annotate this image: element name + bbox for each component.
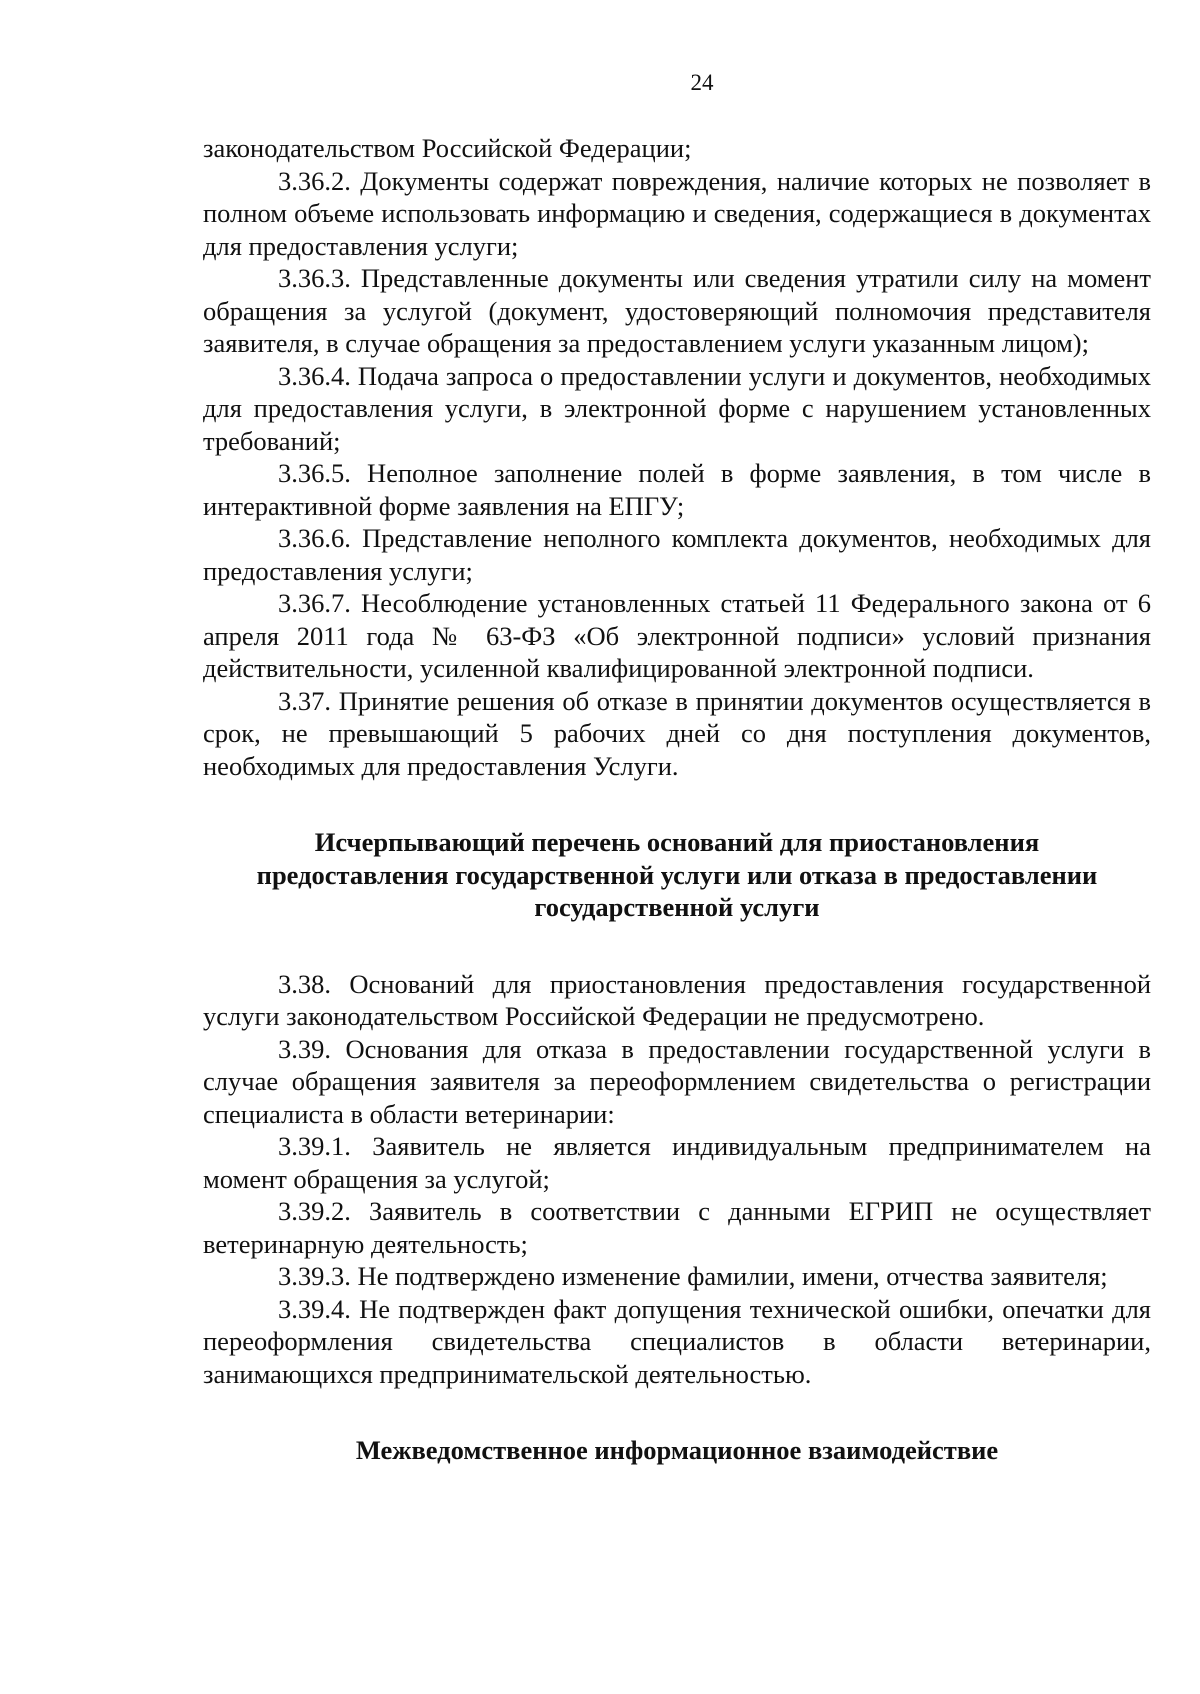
paragraph: законодательством Российской Федерации; xyxy=(203,133,692,163)
section-heading: Межведомственное информационное взаимодействие xyxy=(355,1435,999,1465)
paragraph-3-36-3: 3.36.3. Представленные документы или сведения утратили силу на момент обращения за услугой (документ, удостоверяющий полномочия представителя заявителя, в случае обращения за предоставлением услуги указанным лицом); xyxy=(203,263,1151,358)
paragraph-3-36-7: 3.36.7. Несоблюдение установленных статьей 11 Федерального закона от 6 апреля 2011 года № 63-ФЗ «Об электронной подписи» условий признания действительности, усиленной квалифицированной электронной подписи. xyxy=(203,588,1151,683)
paragraph-3-38: 3.38. Оснований для приостановления предоставления государственной услуги законодательством Российской Федерации не предусмотрено. xyxy=(203,968,1151,1031)
paragraph-3-39-2: 3.39.2. Заявитель в соответствии с данными ЕГРИП не осуществляет ветеринарную деятельность; xyxy=(203,1196,1151,1259)
paragraph-3-36-6: 3.36.6. Представление неполного комплекта документов, необходимых для предоставления услуги; xyxy=(203,523,1151,586)
paragraph-3-36-2: 3.36.2. Документы содержат повреждения, наличие которых не позволяет в полном объеме использовать информацию и сведения, содержащиеся в документах для предоставления услуги; xyxy=(203,165,1151,261)
section-heading: Исчерпывающий перечень оснований для приостановления предоставления государственной услуги или отказа в предоставлении государственной услуги xyxy=(256,827,1098,922)
paragraph-3-39-4: 3.39.4. Не подтвержден факт допущения технической ошибки, опечатки для переоформления свидетельства специалистов в области ветеринарии, занимающихся предпринимательской деятельностью. xyxy=(203,1293,1151,1389)
document-body xyxy=(203,132,1151,1467)
paragraph-3-37: 3.37. Принятие решения об отказе в принятии документов осуществляется в срок, не превышающий 5 рабочих дней со дня поступления документов, необходимых для предоставления Услуги. xyxy=(203,685,1151,781)
paragraph-3-39-1: 3.39.1. Заявитель не является индивидуальным предпринимателем на момент обращения за услугой; xyxy=(203,1131,1151,1194)
page-number: 24 xyxy=(690,70,714,95)
paragraph-3-39-3: 3.39.3. Не подтверждено изменение фамилии, имени, отчества заявителя; xyxy=(278,1261,1108,1291)
paragraph-3-36-4: 3.36.4. Подача запроса о предоставлении услуги и документов, необходимых для предоставления услуги, в электронной форме с нарушением установленных требований; xyxy=(203,360,1151,456)
paragraph-3-39: 3.39. Основания для отказа в предоставлении государственной услуги в случае обращения заявителя за переоформлением свидетельства о регистрации специалиста в области ветеринарии: xyxy=(203,1033,1151,1129)
paragraph-3-36-5: 3.36.5. Неполное заполнение полей в форме заявления, в том числе в интерактивной форме заявления на ЕПГУ; xyxy=(203,458,1151,521)
